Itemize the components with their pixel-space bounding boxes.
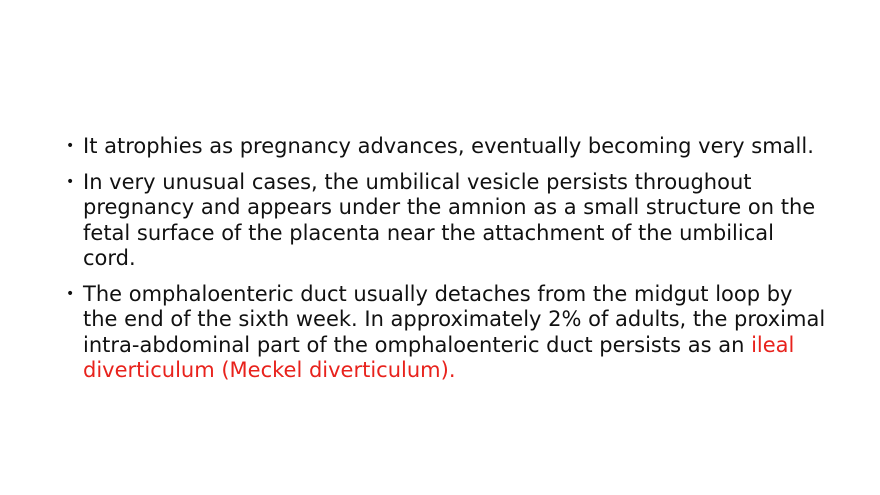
bullet-marker: •: [66, 138, 75, 154]
bullet-marker: •: [66, 173, 75, 190]
bullet-list: [66, 134, 826, 394]
highlighted-term: ileal diverticulum (Meckel diverticulum).: [83, 332, 795, 382]
bullet-text: The omphaloenteric duct usually detaches from the midgut loop by the end of the sixth week. In approximately 2% of adults, the proximal intra-abdominal part of the omphaloenteric duct persists as an: [83, 281, 826, 357]
bullet-text: In very unusual cases, the umbilical vesicle persists throughout pregnancy and appears under the amnion as a small structure on the fetal surface of the placenta near the attachment of the umbilical cord.: [83, 169, 816, 270]
bullet-item-persistence: [66, 170, 826, 272]
bullet-marker: •: [66, 285, 75, 302]
bullet-item-omphaloenteric-duct: [66, 282, 826, 384]
bullet-text: It atrophies as pregnancy advances, eventually becoming very small.: [83, 134, 814, 158]
bullet-item-atrophy: [66, 134, 826, 160]
